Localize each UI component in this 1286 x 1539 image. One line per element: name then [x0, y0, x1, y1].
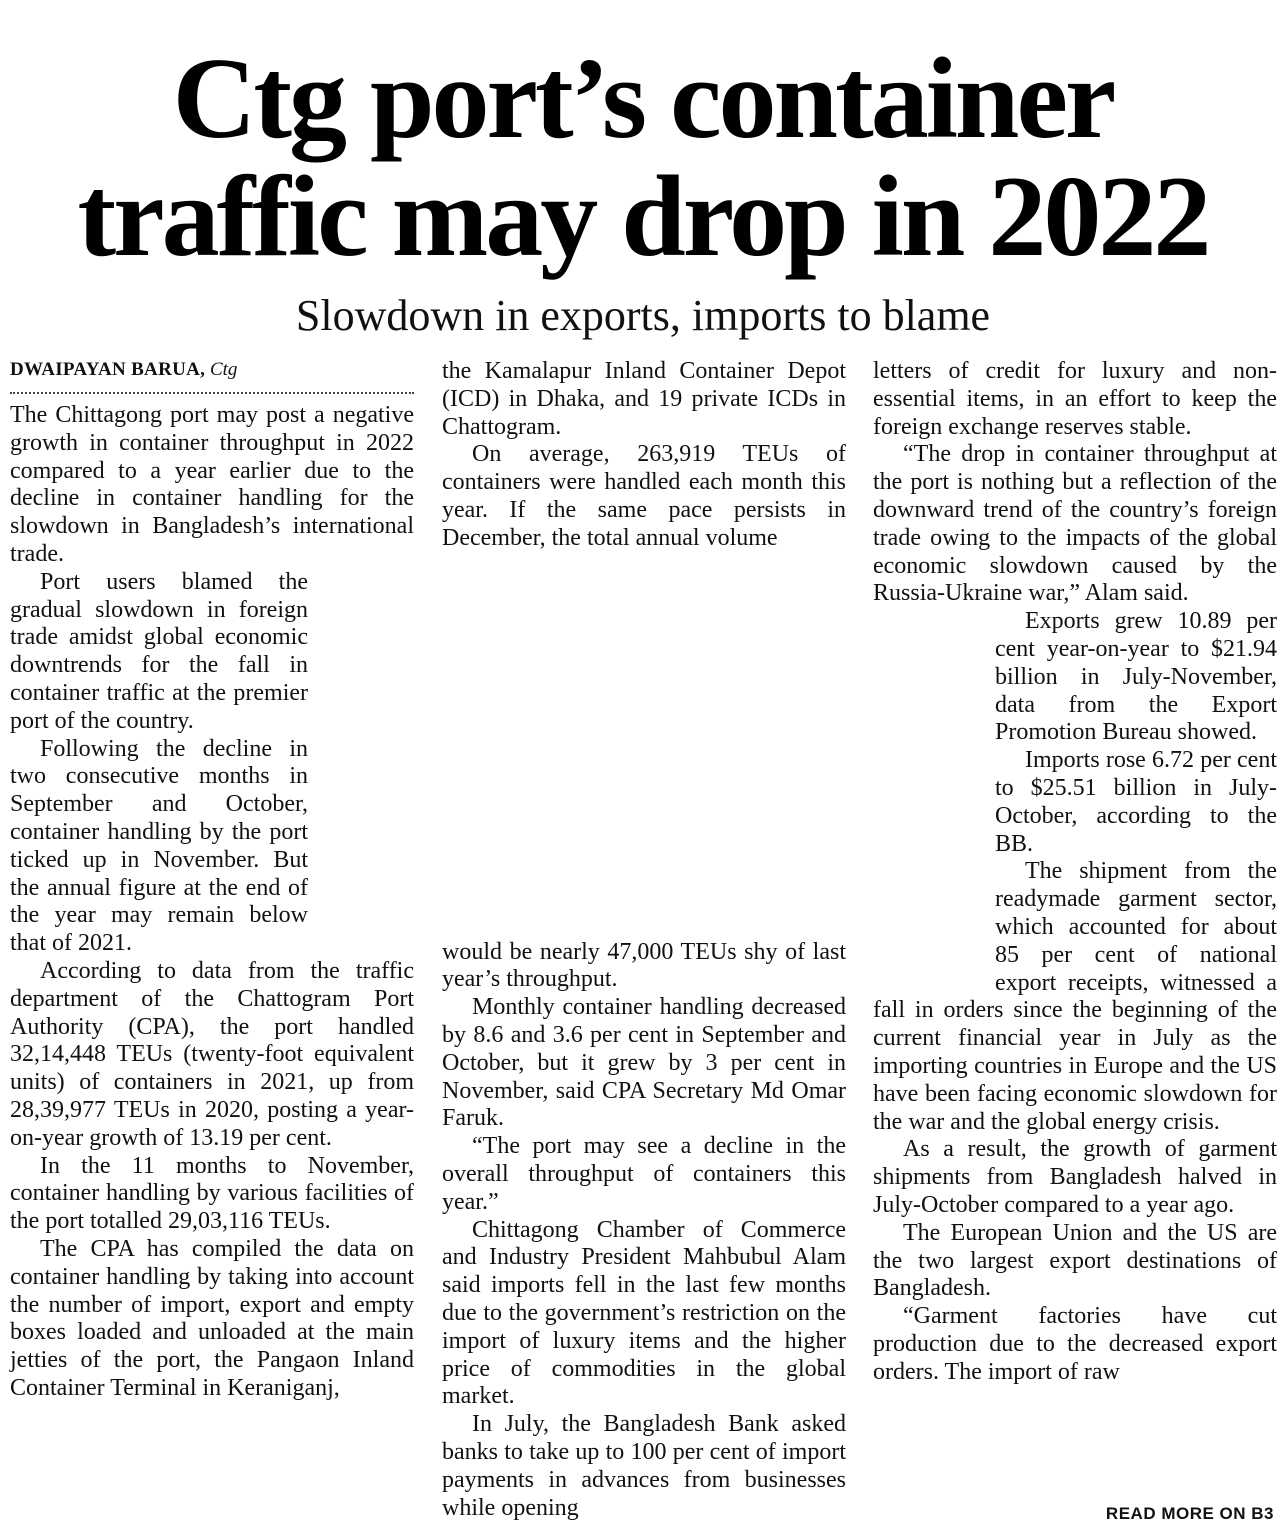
paragraph: the Kamalapur Inland Container Depot (ICD) in Dhaka, and 19 private ICDs in Chattogram. [442, 358, 846, 440]
article-column-3 [873, 358, 1277, 1386]
paragraph: Following the decline in two consecutive months in September and October, container handling by the port ticked up in November. But the annual figure at the end of the year may remain below that of 2021. [10, 735, 308, 957]
byline-author: DWAIPAYAN BARUA, [10, 359, 206, 380]
paragraph: Exports grew 10.89 per cent year-on-year to $21.94 billion in July-November, data from the Export Promotion Bureau showed. [995, 608, 1277, 746]
paragraph: According to data from the traffic department of the Chattogram Port Authority (CPA), the port handled 32,14,448 TEUs (twenty-foot equivalent units) of containers in 2021, up from 28,39,977 TEUs in 2020, posting a year-on-year growth of 13.19 per cent. [10, 957, 414, 1151]
paragraph: The European Union and the US are the two largest export destinations of Bangladesh. [873, 1219, 1277, 1302]
paragraph: Monthly container handling decreased by 8.6 and 3.6 per cent in September and October, but it grew by 3 per cent in November, said CPA Secretary Md Omar Faruk. [442, 994, 846, 1132]
headline [0, 35, 1286, 281]
headline-line-1: Ctg port’s container [172, 35, 1114, 163]
image-area [873, 608, 993, 980]
article-column-2 [442, 358, 846, 1522]
paragraph: In the 11 months to November, container handling by various facilities of the port totalled 29,03,116 TEUs. [10, 1152, 414, 1235]
paragraph: “Garment factories have cut production due to the decreased export orders. The import of raw [873, 1303, 1277, 1385]
paragraph: Imports rose 6.72 per cent to $25.51 billion in July-October, according to the BB. [995, 747, 1277, 857]
paragraph: The Chittagong port may post a negative growth in container throughput in 2022 compared to a year earlier due to the decline in container handling for the slowdown in Bangladesh’s international trade. [10, 402, 414, 567]
subheadline: Slowdown in exports, imports to blame [295, 291, 991, 340]
paragraph: Chittagong Chamber of Commerce and Industry President Mahbubul Alam said imports fell in the last few months due to the government’s restriction on the import of luxury items and the higher price of commodities in the global market. [442, 1216, 846, 1410]
paragraph: would be nearly 47,000 TEUs shy of last year’s throughput. [442, 938, 846, 993]
paragraph: The shipment from the readymade garment sector, which accounted for about 85 per cent of national export receipts, witnessed a fall in orders since the beginning of the current financial year in July as the importing countries in Europe and the US have been facing economic slowdown for the war and the global energy crisis. [873, 858, 1277, 1135]
paragraph: Port users blamed the gradual slowdown in foreign trade amidst global economic downtrends for the fall in container traffic at the premier port of the country. [10, 568, 308, 734]
image-area [314, 569, 414, 914]
headline-line-2: traffic may drop in 2022 [77, 153, 1209, 281]
image-area [442, 553, 846, 939]
paragraph: In July, the Bangladesh Bank asked banks to take up to 100 per cent of import payments in advances from businesses while opening [442, 1411, 846, 1521]
byline-location: Ctg [209, 359, 238, 380]
paragraph: On average, 263,919 TEUs of containers were handled each month this year. If the same pace persists in December, the total annual volume [442, 441, 846, 551]
read-more-link[interactable]: READ MORE ON B3 [1105, 1504, 1274, 1523]
paragraph: As a result, the growth of garment shipments from Bangladesh halved in July-October compared to a year ago. [873, 1136, 1277, 1218]
paragraph: “The drop in container throughput at the port is nothing but a reflection of the downward trend of the country’s foreign trade owing to the impacts of the global economic slowdown caused by the Russia-Ukraine war,” Alam said. [873, 441, 1277, 607]
article-column-1 [10, 358, 414, 1403]
paragraph: “The port may see a decline in the overall throughput of containers this year.” [442, 1133, 846, 1215]
paragraph: letters of credit for luxury and non-essential items, in an effort to keep the foreign exchange reserves stable. [873, 358, 1277, 440]
byline [10, 358, 414, 394]
paragraph: The CPA has compiled the data on container handling by taking into account the number of import, export and empty boxes loaded and unloaded at the main jetties of the port, the Pangaon Inland Container Terminal in Keraniganj, [10, 1235, 414, 1401]
